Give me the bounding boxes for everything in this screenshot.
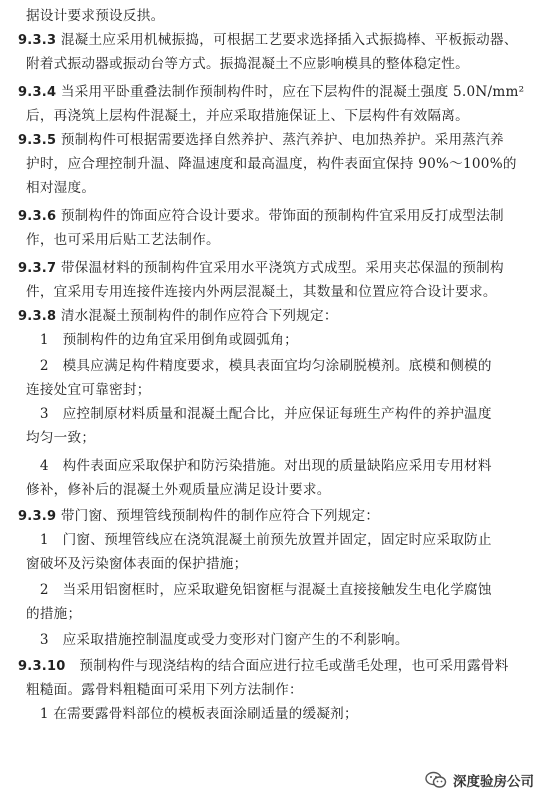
clause-text: 混凝土应采用机械振捣，可根据工艺要求选择插入式振捣棒、平板振动器、 bbox=[56, 32, 518, 48]
clause-text: 连接处宜可靠密封； bbox=[26, 382, 151, 398]
text-line bbox=[18, 30, 518, 51]
text-line bbox=[26, 630, 409, 650]
clause-text: 带门窗、预埋管线预制构件的制作应符合下列规定： bbox=[56, 508, 380, 524]
text-line bbox=[26, 480, 331, 500]
text-line bbox=[26, 106, 469, 126]
clause-text: 1 在需要露骨料部位的模板表面涂刷适量的缓凝剂； bbox=[26, 706, 358, 722]
clause-number: 9.3.8 bbox=[18, 309, 57, 324]
clause-text: 带保温材料的预制构件宜采用水平浇筑方式成型。采用夹芯保温的预制构 bbox=[56, 260, 504, 276]
text-line bbox=[26, 680, 303, 700]
clause-text: 清水混凝土预制构件的制作应符合下列规定： bbox=[56, 308, 338, 324]
clause-text: 护时，应合理控制升温、降温速度和最高温度，构件表面宜保持 90%～100%的 bbox=[26, 156, 517, 172]
clause-text: 据设计要求预设反拱。 bbox=[26, 8, 165, 24]
text-line bbox=[26, 6, 164, 26]
clause-text: 3 应控制原材料质量和混凝土配合比，并应保证每班生产构件的养护温度 bbox=[26, 406, 492, 422]
clause-number: 9.3.9 bbox=[18, 509, 57, 524]
text-line bbox=[26, 580, 492, 600]
text-line bbox=[18, 306, 338, 327]
text-line bbox=[26, 356, 492, 376]
clause-text: 均匀一致； bbox=[26, 430, 96, 446]
text-line bbox=[26, 154, 517, 174]
text-line bbox=[26, 404, 492, 424]
clause-text: 2 当采用铝窗框时，应采取避免铝窗框与混凝土直接接触发生电化学腐蚀 bbox=[26, 582, 492, 598]
watermark-text: 深度验房公司 bbox=[453, 774, 534, 790]
clause-text: 当采用平卧重叠法制作预制构件时，应在下层构件的混凝土强度 5.0N/mm² bbox=[56, 84, 525, 100]
clause-number: 9.3.5 bbox=[18, 133, 57, 148]
clause-text: 粗糙面。露骨料粗糙面可采用下列方法制作： bbox=[26, 682, 303, 698]
text-line bbox=[26, 456, 492, 476]
text-line bbox=[26, 530, 492, 550]
text-line bbox=[26, 704, 358, 724]
clause-text: 2 模具应满足构件精度要求，模具表面宜均匀涂刷脱模剂。底模和侧模的 bbox=[26, 358, 492, 374]
clause-text: 预制构件的饰面应符合设计要求。带饰面的预制构件宜采用反打成型法制 bbox=[56, 208, 504, 224]
clause-text: 相对湿度。 bbox=[26, 180, 96, 196]
clause-text: 附着式振动器或振动台等方式。振捣混凝土不应影响模具的整体稳定性。 bbox=[26, 56, 469, 72]
clause-number: 9.3.7 bbox=[18, 261, 57, 276]
clause-number: 9.3.4 bbox=[18, 85, 57, 100]
text-line bbox=[26, 282, 497, 302]
clause-text: 预制构件与现浇结构的结合面应进行拉毛或凿毛处理，也可采用露骨料 bbox=[65, 658, 509, 674]
clause-text: 4 构件表面应采取保护和防污染措施。对出现的质量缺陷应采用专用材料 bbox=[26, 458, 492, 474]
text-line bbox=[26, 230, 220, 250]
clause-text: 后，再浇筑上层构件混凝土，并应采取措施保证上、下层构件有效隔离。 bbox=[26, 108, 469, 124]
clause-text: 修补，修补后的混凝土外观质量应满足设计要求。 bbox=[26, 482, 331, 498]
text-line bbox=[26, 54, 469, 74]
text-line bbox=[18, 206, 504, 227]
text-line bbox=[26, 178, 95, 198]
clause-text: 件，宜采用专用连接件连接内外两层混凝土，其数量和位置应符合设计要求。 bbox=[26, 284, 497, 300]
clause-number: 9.3.3 bbox=[18, 33, 57, 48]
clause-number: 9.3.6 bbox=[18, 209, 57, 224]
clause-text: 作，也可采用后贴工艺法制作。 bbox=[26, 232, 220, 248]
text-line bbox=[18, 130, 504, 151]
watermark bbox=[425, 770, 534, 790]
wechat-icon bbox=[425, 771, 447, 789]
clause-text: 窗破坏及污染窗体表面的保护措施； bbox=[26, 556, 248, 572]
text-line bbox=[26, 554, 248, 574]
text-line bbox=[26, 330, 298, 350]
text-line bbox=[18, 258, 504, 279]
text-line bbox=[18, 656, 509, 677]
clause-text: 3 应采取措施控制温度或受力变形对门窗产生的不利影响。 bbox=[26, 632, 409, 648]
text-line bbox=[18, 506, 379, 527]
clause-text: 1 门窗、预埋管线应在浇筑混凝土前预先放置并固定，固定时应采取防止 bbox=[26, 532, 492, 548]
clause-text: 预制构件可根据需要选择自然养护、蒸汽养护、电加热养护。采用蒸汽养 bbox=[56, 132, 504, 148]
clause-text: 1 预制构件的边角宜采用倒角或圆弧角； bbox=[26, 332, 298, 348]
text-line bbox=[26, 428, 95, 448]
clause-number: 9.3.10 bbox=[18, 659, 66, 674]
text-line bbox=[26, 604, 81, 624]
text-line bbox=[26, 380, 151, 400]
clause-text: 的措施； bbox=[26, 606, 82, 622]
text-line bbox=[18, 82, 524, 103]
